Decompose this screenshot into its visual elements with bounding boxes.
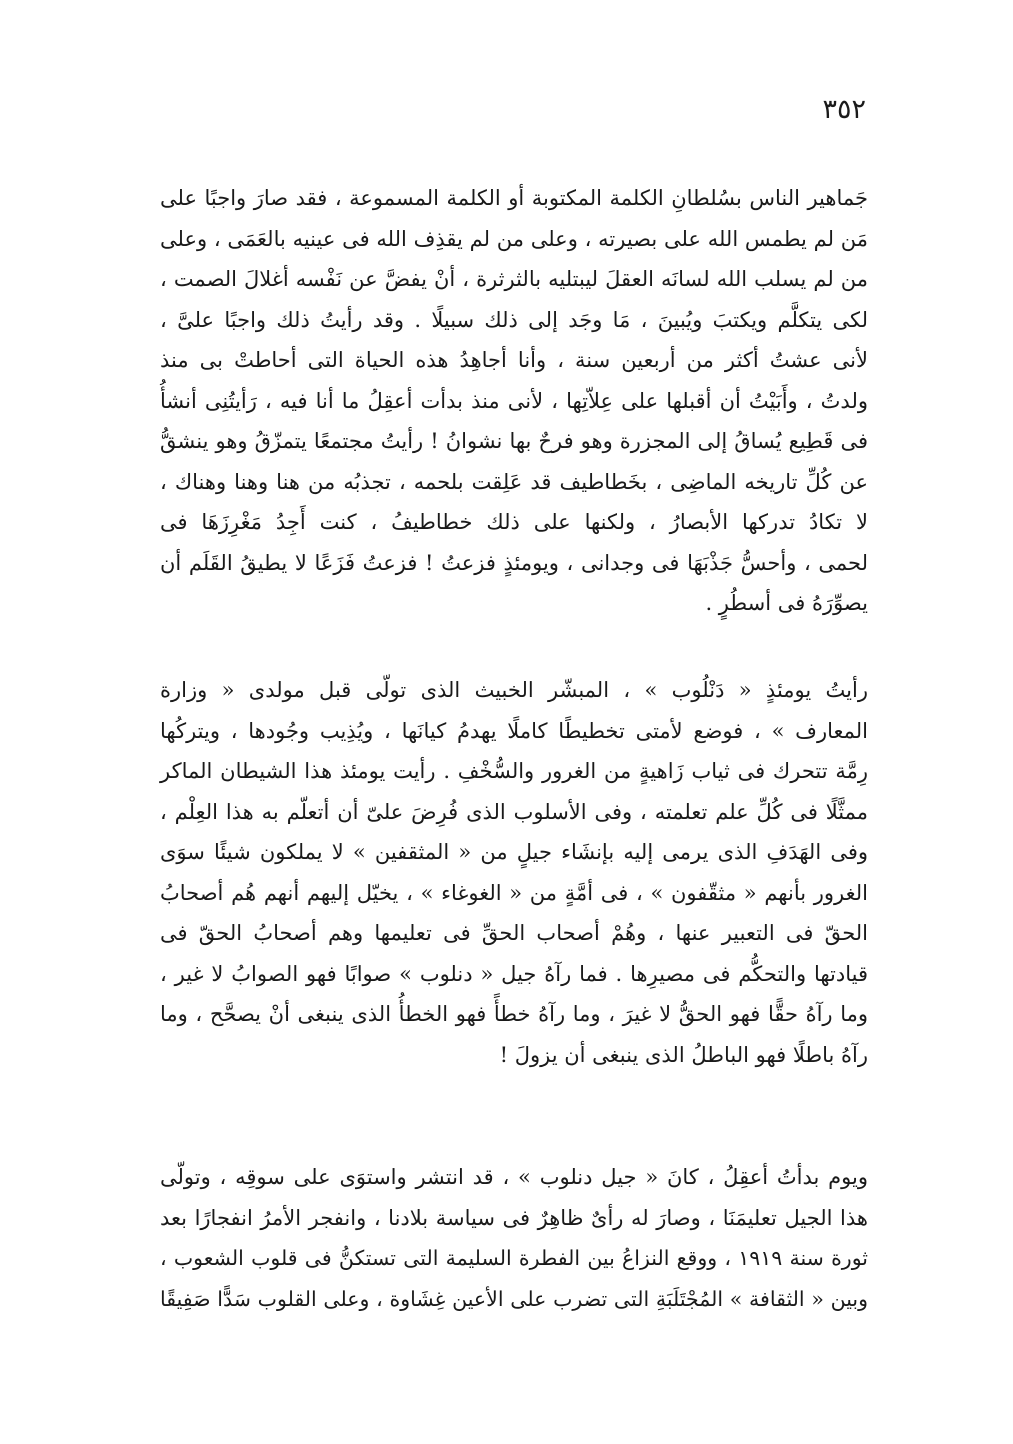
- text-line: وفى الهَدَفِ الذى يرمى إليه بإنشَاء جيلٍ من « المثقفين » لا يملكون شيئًا سوَى: [160, 840, 868, 864]
- text-line: وما رآهُ حقًّا فهو الحقُّ لا غيرَ ، وما رآهُ خطأً فهو الخطأُ الذى ينبغى أنْ يصحَّح ، وما: [160, 1002, 868, 1026]
- text-line: قيادتها والتحكُّم فى مصيرِها . فما رآهُ جيل « دنلوب » صوابًا فهو الصوابُ لا غير ،: [160, 961, 868, 986]
- text-line: عن كُلِّ تاريخه الماضِى ، بخَطاطيف قد عَلِقت بلحمه ، تجذبُه من هنا وهنا وهناك ،: [160, 469, 868, 494]
- paragraph-1: [160, 178, 868, 624]
- text-line: فى قَطِيع يُساقُ إلى المجزرة وهو فرحٌ بها نشوانُ ! رأيتُ مجتمعًا يتمزّقُ وهو ينشقُّ: [160, 429, 868, 453]
- text-line: لكى يتكلَّم ويكتبَ ويُبينَ ، مَا وجَد إلى ذلك سبيلًا . وقد رأيتُ ذلك واجبًا علىَّ ،: [160, 307, 868, 332]
- text-line: ثورة سنة ١٩١٩ ، ووقع النزاعُ بين الفطرة السليمة التى تستكنُّ فى قلوب الشعوب ،: [160, 1246, 869, 1270]
- text-line: لا تكادُ تدركها الأبصارُ ، ولكنها على ذلك خطاطيفُ ، كنت أَجِدُ مَغْرِزَهَا فى: [160, 510, 868, 534]
- text-line: ولدتُ ، وأَبَيْتُ أن أقبلها على عِلاّتِها ، لأنى منذ بدأت أعقِلُ ما أنا فيه ، رَأيتُنِى أنشأُ: [160, 388, 868, 413]
- paragraph-2: [160, 670, 868, 1075]
- text-line: يصوِّرَهُ فى أسطُرٍ .: [705, 591, 868, 615]
- text-line: لحمى ، وأحسُّ جَذْبَهَا فى وجدانى ، ويومئذٍ فزعتُ ! فزعتُ فَزَعًا لا يطيقُ القَلَم أن: [160, 550, 868, 575]
- text-line: ممثَّلًا فى كُلِّ علم تعلمته ، وفى الأسلوب الذى فُرِضَ علىّ أن أتعلّم به هذا العِلْم ،: [160, 799, 868, 824]
- text-line: الحقّ فى التعبير عنها ، وهُمْ أصحاب الحقِّ فى تعليمها وهم أصحابُ الحقّ فى: [160, 921, 868, 945]
- text-line: وبين « الثقافة » المُجْتَلَبَةِ التى تضرب على الأعين غِشَاوة ، وعلى القلوب سَدًّا صَفِيقًا: [160, 1286, 868, 1311]
- page-number: ٣٥٢: [822, 94, 866, 125]
- text-line: رآهُ باطلًا فهو الباطلُ الذى ينبغى أن يزولَ !: [499, 1042, 868, 1067]
- paragraph-3: [160, 1157, 868, 1319]
- text-line: هذا الجيل تعليمَنَا ، وصارَ له رأىٌ ظاهِرٌ فى سياسة بلادنا ، وانفجر الأمرُ انفجارًا بعد: [160, 1205, 868, 1230]
- text-line: من لم يسلب الله لسانَه العقلَ ليبتليه بالثرثرة ، أنْ يفضَّ عن نَفْسه أغلالَ الصمت ،: [160, 267, 868, 291]
- text-line: رِمَّة تتحرك فى ثياب زَاهيةٍ من الغرور والسُّخْفِ . رأيت يومئذ هذا الشيطان الماكر: [160, 759, 868, 783]
- text-line: المعارف » ، فوضع لأمتى تخطيطًا كاملًا يهدمُ كيانَها ، ويُذِيب وجُودها ، ويتركُها: [160, 718, 868, 743]
- text-line: الغرور بأنهم « مثقّفون » ، فى أمَّةٍ من « الغوغاء » ، يخيّل إليهم أنهم هُم أصحابُ: [160, 880, 868, 905]
- text-line: رأيتُ يومئذٍ « دَنْلُوب » ، المبشّر الخبيث الذى تولّى قبل مولدى « وزارة: [160, 678, 868, 702]
- text-line: لأنى عشتُ أكثر من أربعين سنة ، وأنا أجاهِدُ هذه الحياة التى أحاطتْ بى منذ: [160, 348, 868, 372]
- text-line: مَن لم يطمس الله على بصيرته ، وعلى من لم يقذِف الله فى عينيه بالعَمَى ، وعلى: [160, 226, 868, 251]
- text-line: ويوم بدأتُ أعقِلُ ، كانَ « جيل دنلوب » ، قد انتشر واستوَى على سوقِه ، وتولّى: [160, 1165, 868, 1189]
- text-line: جَماهير الناس بسُلطانِ الكلمة المكتوبة أو الكلمة المسموعة ، فقد صارَ واجبًا على: [160, 186, 868, 210]
